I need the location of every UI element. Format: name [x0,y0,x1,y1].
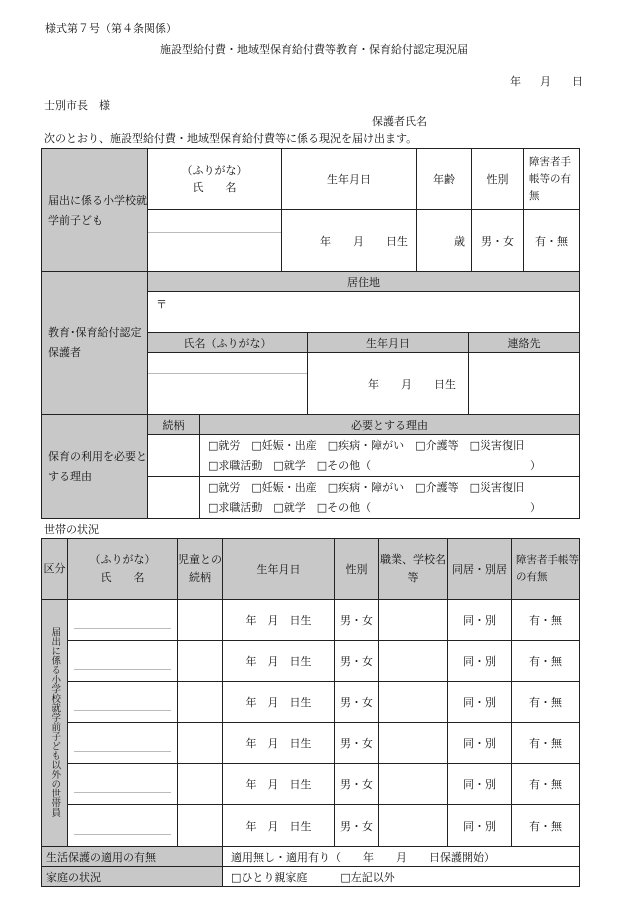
household-sex-header: 性別 [335,539,379,600]
child-section-label: 届出に係る小学校就学前子ども [42,149,148,273]
member-disability-field[interactable]: 有・無 [512,682,580,723]
member-name-field[interactable] [68,723,178,764]
member-birth-field[interactable]: 年 月 日生 [223,682,335,723]
guardian-birth-field[interactable]: 年 月 日生 [308,353,469,415]
reason-relation-header: 続柄 [148,415,200,435]
date-year-label: 年 [510,75,521,88]
member-live-field[interactable]: 同・別 [448,805,512,847]
child-birth-header: 生年月日 [282,149,417,210]
member-sex-field[interactable]: 男・女 [335,682,379,723]
member-disability-field[interactable]: 有・無 [512,723,580,764]
addressee: 士別市長 様 [44,99,110,112]
child-disability-field[interactable]: 有・無 [524,210,580,273]
member-relation-field[interactable] [178,723,223,764]
member-job-field[interactable] [379,600,448,641]
member-live-field[interactable]: 同・別 [448,682,512,723]
welfare-field[interactable]: 適用無し・適用有り（ 年 月 日保護開始） [223,847,580,867]
guardian-address-header: 居住地 [148,272,580,292]
member-name-field[interactable] [68,600,178,641]
reason-table [41,414,580,519]
member-sex-field[interactable]: 男・女 [335,641,379,682]
child-table [41,148,580,273]
guardian-table [41,271,580,415]
household-relation-header: 児童との続柄 [178,539,223,600]
form-number: 様式第７号（第４条関係） [45,22,177,35]
date-day-label: 日 [572,75,583,88]
member-sex-field[interactable]: 男・女 [335,805,379,847]
child-age-header: 年齢 [417,149,472,210]
member-birth-field[interactable]: 年 月 日生 [223,723,335,764]
member-relation-field[interactable] [178,682,223,723]
child-name-header: （ふりがな） 氏 名 [148,149,282,210]
household-name-header: （ふりがな） 氏 名 [68,539,178,600]
guardian-name-header: 氏名（ふりがな） [148,333,308,353]
member-live-field[interactable]: 同・別 [448,723,512,764]
child-age-field[interactable]: 歳 [417,210,472,273]
member-birth-field[interactable]: 年 月 日生 [223,641,335,682]
family-label: 家庭の状況 [42,867,223,887]
household-heading: 世帯の状況 [44,523,99,536]
form-title: 施設型給付費・地域型保育給付費等教育・保育給付認定現況届 [160,43,468,56]
member-disability-field[interactable]: 有・無 [512,600,580,641]
child-sex-header: 性別 [472,149,524,210]
guardian-name-field[interactable] [148,353,308,415]
household-live-header: 同居・別居 [448,539,512,600]
member-sex-field[interactable]: 男・女 [335,764,379,805]
member-birth-field[interactable]: 年 月 日生 [223,764,335,805]
member-relation-field[interactable] [178,805,223,847]
guardian-name-label: 保護者氏名 [372,115,427,128]
family-field[interactable]: □ひとり親家庭 □左記以外 [223,867,580,887]
child-disability-header: 障害者手帳等の有無 [524,149,580,210]
reason-section-label: 保育の利用を必要とする理由 [42,415,148,519]
member-relation-field[interactable] [178,600,223,641]
member-disability-field[interactable]: 有・無 [512,805,580,847]
child-birth-field[interactable]: 年 月 日生 [282,210,417,273]
intro-text: 次のとおり、施設型給付費・地域型保育給付費等に係る現況を届け出ます。 [44,132,418,145]
member-sex-field[interactable]: 男・女 [335,723,379,764]
member-job-field[interactable] [379,805,448,847]
guardian-contact-field[interactable] [469,353,580,415]
reason-options-2[interactable]: □就労 □妊娠・出産 □疾病・障がい □介護等 □災害復旧 □求職活動 □就学 □その他（ ） [200,477,580,519]
member-name-field[interactable] [68,641,178,682]
member-relation-field[interactable] [178,764,223,805]
guardian-contact-header: 連絡先 [469,333,580,353]
member-job-field[interactable] [379,723,448,764]
member-sex-field[interactable]: 男・女 [335,600,379,641]
child-sex-field[interactable]: 男・女 [472,210,524,273]
member-live-field[interactable]: 同・別 [448,764,512,805]
member-birth-field[interactable]: 年 月 日生 [223,805,335,847]
member-relation-field[interactable] [178,641,223,682]
member-disability-field[interactable]: 有・無 [512,641,580,682]
member-birth-field[interactable]: 年 月 日生 [223,600,335,641]
reason-options-1[interactable]: □就労 □妊娠・出産 □疾病・障がい □介護等 □災害復旧 □求職活動 □就学 □その他（ ） [200,435,580,477]
guardian-section-label: 教育･保育給付認定保護者 [42,272,148,415]
member-name-field[interactable] [68,764,178,805]
reason-relation-field-1[interactable] [148,435,200,477]
household-table [41,538,580,887]
member-live-field[interactable]: 同・別 [448,641,512,682]
guardian-birth-header: 生年月日 [308,333,469,353]
guardian-address-field[interactable] [148,292,580,333]
household-birth-header: 生年月日 [223,539,335,600]
member-live-field[interactable]: 同・別 [448,600,512,641]
date-month-label: 月 [540,75,551,88]
member-job-field[interactable] [379,764,448,805]
household-side-label: 届出に係る小学校就学前子ども以外の世帯員 [42,600,68,847]
household-kubun-header: 区分 [42,539,68,600]
member-disability-field[interactable]: 有・無 [512,764,580,805]
reason-relation-field-2[interactable] [148,477,200,519]
member-name-field[interactable] [68,682,178,723]
child-name-field[interactable] [148,210,282,273]
welfare-label: 生活保護の適用の有無 [42,847,223,867]
member-job-field[interactable] [379,641,448,682]
postal-mark: 〒 [156,298,167,311]
household-disability-header: 障害者手帳等の有無 [512,539,580,600]
reason-required-header: 必要とする理由 [200,415,580,435]
member-job-field[interactable] [379,682,448,723]
member-name-field[interactable] [68,805,178,847]
household-job-header: 職業、学校名等 [379,539,448,600]
